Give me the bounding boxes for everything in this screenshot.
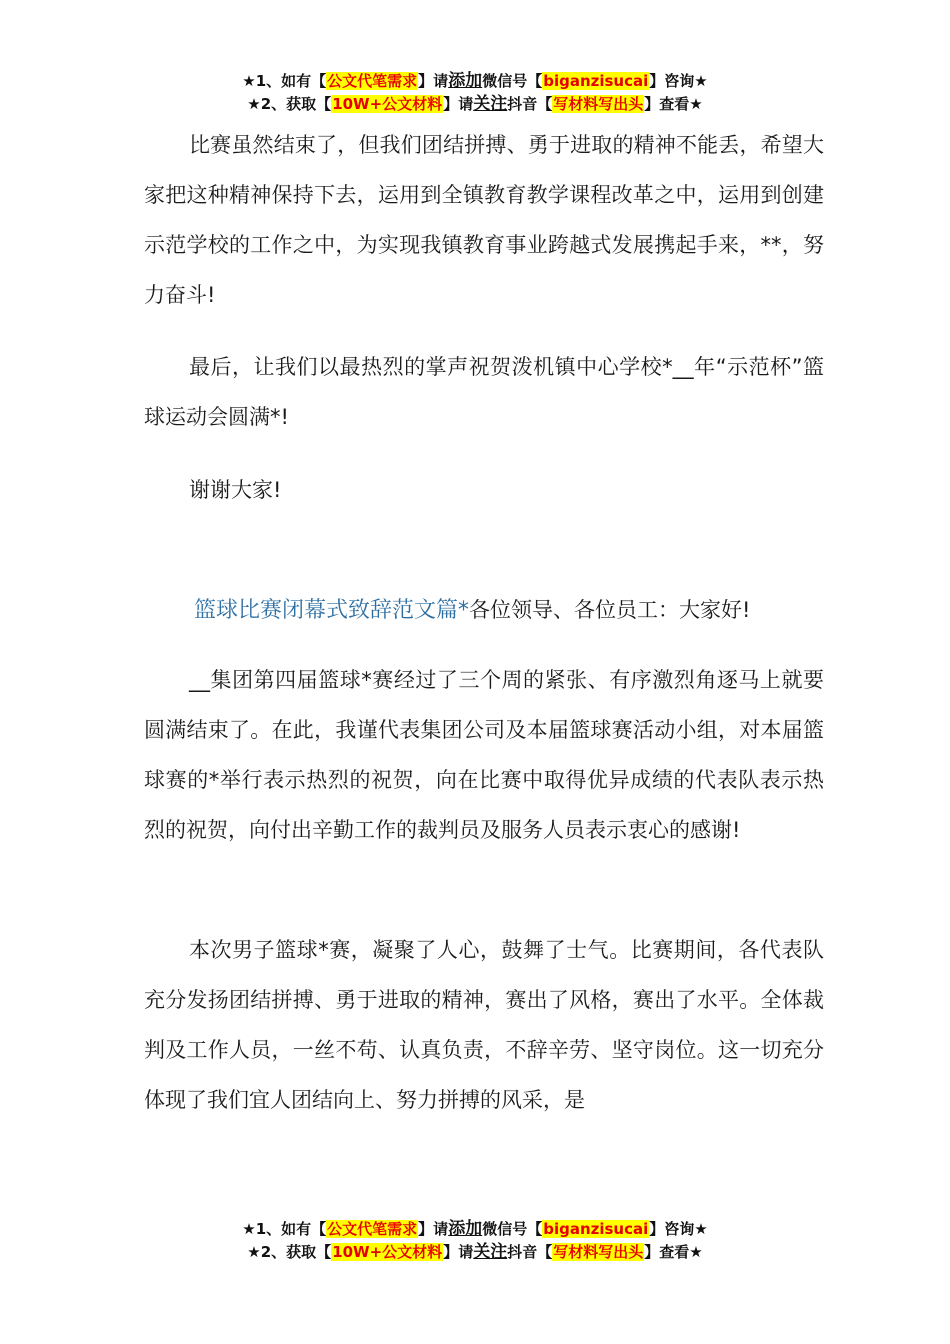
banner-text: 】请 <box>443 1243 474 1261</box>
banner-text: 微信号【 <box>482 72 543 90</box>
section-heading <box>194 585 750 636</box>
paragraph-text: 谢谢大家! <box>189 478 282 502</box>
banner-underline: 添加 <box>448 71 483 91</box>
banner-text: 】咨询★ <box>649 72 708 90</box>
heading-greeting: 各位领导、各位员工：大家好! <box>469 598 751 622</box>
paragraph-text: __集团第四届篮球*赛经过了三个周的紧张、有序激烈角逐马上就要圆满结束了。在此，我谨代表集团公司及本届篮球赛活动小组，对本届篮球赛的*举行表示热烈的祝贺，向在比赛中取得优异成绩的代表队表示热烈的祝贺，向付出辛勤工作的裁判员及服务人员表示衷心的感谢! <box>144 668 824 842</box>
banner-text: 】咨询★ <box>649 1220 708 1238</box>
paragraph-text: 最后，让我们以最热烈的掌声祝贺泼机镇中心学校*__年“示范杯”篮球运动会圆满*! <box>144 355 824 429</box>
paragraph-text: 比赛虽然结束了，但我们团结拼搏、勇于进取的精神不能丢，希望大家把这种精神保持下去，运用到全镇教育教学课程改革之中，运用到创建示范学校的工作之中，为实现我镇教育事业跨越式发展携起手来，**，努力奋斗! <box>144 133 824 307</box>
banner-highlight: 公文代笔需求 <box>327 72 418 90</box>
banner-highlight: biganzisucai <box>543 72 649 90</box>
banner-text: 抖音【 <box>507 95 553 113</box>
banner-text: 微信号【 <box>482 1220 543 1238</box>
banner-text: ★1、如有【 <box>242 1220 327 1238</box>
banner-text: 抖音【 <box>507 1243 553 1261</box>
banner-text: 】请 <box>418 72 449 90</box>
banner-text: ★2、获取【 <box>247 1243 332 1261</box>
paragraph-3 <box>144 465 824 515</box>
paragraph-4 <box>144 655 824 855</box>
paragraph-5 <box>144 925 824 1125</box>
paragraph-text: 本次男子篮球*赛，凝聚了人心，鼓舞了士气。比赛期间，各代表队充分发扬团结拼搏、勇于进取的精神，赛出了风格，赛出了水平。全体裁判及工作人员，一丝不苟、认真负责，不辞辛劳、坚守岗位。这一切充分体现了我们宜人团结向上、努力拼搏的风采，是 <box>144 938 824 1112</box>
banner-text: 】查看★ <box>644 95 703 113</box>
banner-highlight: biganzisucai <box>543 1220 649 1238</box>
banner-underline: 关注 <box>473 94 508 114</box>
top-banner <box>0 70 950 116</box>
banner-underline: 关注 <box>473 1242 508 1262</box>
banner-line-1 <box>0 70 950 93</box>
banner-line-2 <box>0 93 950 116</box>
banner-line-2 <box>0 1241 950 1264</box>
banner-highlight: 公文代笔需求 <box>327 1220 418 1238</box>
banner-highlight: 写材料写出头 <box>553 95 644 113</box>
banner-text: ★1、如有【 <box>242 72 327 90</box>
banner-text: 】请 <box>443 95 474 113</box>
heading-title: 篮球比赛闭幕式致辞范文篇* <box>194 598 470 623</box>
banner-underline: 添加 <box>448 1219 483 1239</box>
banner-text: ★2、获取【 <box>247 95 332 113</box>
banner-text: 】请 <box>418 1220 449 1238</box>
bottom-banner <box>0 1218 950 1264</box>
banner-highlight: 写材料写出头 <box>553 1243 644 1261</box>
banner-text: 】查看★ <box>644 1243 703 1261</box>
paragraph-2 <box>144 342 824 442</box>
banner-line-1 <box>0 1218 950 1241</box>
banner-highlight: 10W+公文材料 <box>332 1243 443 1261</box>
paragraph-1 <box>144 120 824 320</box>
banner-highlight: 10W+公文材料 <box>332 95 443 113</box>
